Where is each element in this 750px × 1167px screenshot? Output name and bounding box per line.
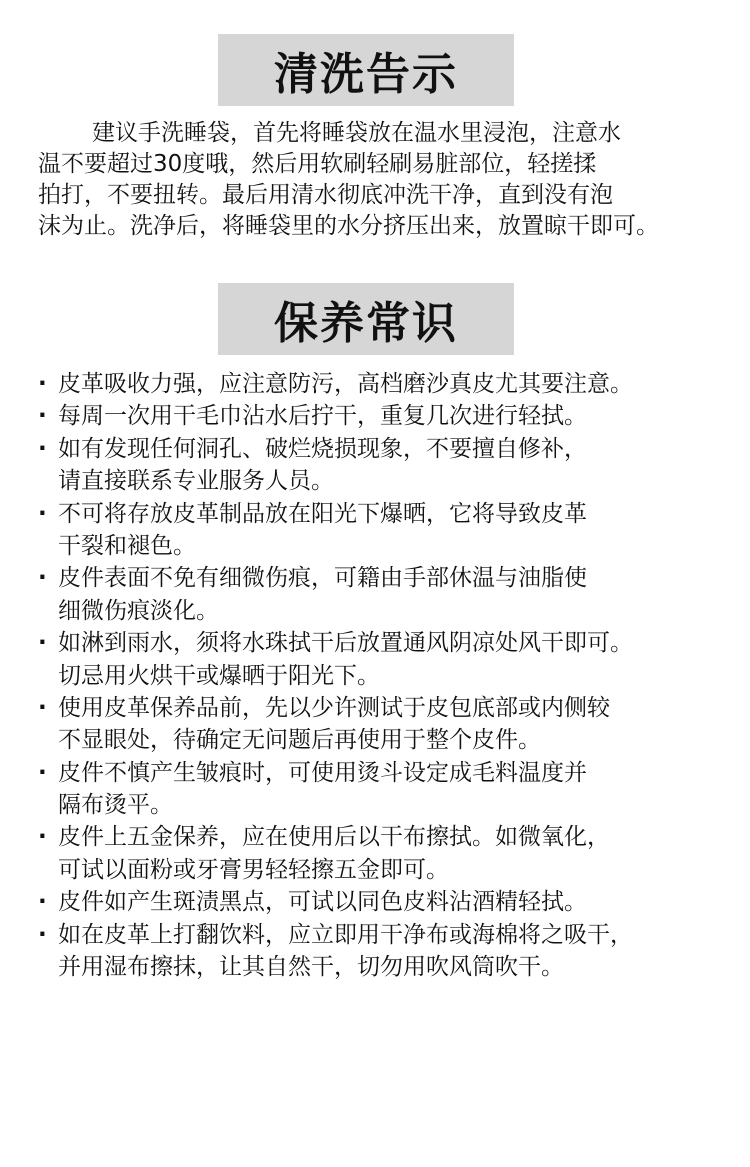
care-tip-text: 不可将存放皮革制品放在阳光下爆晒，它将导致皮革 [58,500,587,527]
care-tip-item [38,886,728,918]
care-tip-continuation [38,789,728,821]
bullet-icon: · [38,630,47,657]
washing-instructions [38,118,728,242]
care-tip-item [38,692,728,724]
care-tips-list [38,368,728,983]
bullet-icon: · [38,824,47,851]
washing-line: 沫为止。洗净后，将睡袋里的水分挤压出来，放置晾干即可。 [38,213,659,239]
care-tip-text: 皮件上五金保养，应在使用后以干布擦拭。如微氧化， [58,824,610,851]
care-tip-item [38,821,728,853]
bullet-icon: · [38,759,47,786]
care-tip-text: 切忌用火烘干或爆晒于阳光下。 [58,662,380,689]
bullet-icon: · [38,694,47,721]
bullet-icon: · [38,435,47,462]
care-tip-item [38,498,728,530]
care-tip-text: 使用皮革保养品前，先以少许测试于皮包底部或内侧较 [58,694,610,721]
care-tip-text: 干裂和褪色。 [58,532,196,559]
care-tip-text: 皮件如产生斑渍黑点，可试以同色皮料沾酒精轻拭。 [58,889,587,916]
care-tip-continuation [38,660,728,692]
care-tip-continuation [38,854,728,886]
care-tip-text: 如淋到雨水，须将水珠拭干后放置通风阴凉处风干即可。 [58,630,633,657]
washing-title-box [218,34,514,106]
bullet-icon: · [38,500,47,527]
bullet-icon: · [38,889,47,916]
bullet-icon: · [38,371,47,397]
care-tip-text: 不显眼处，待确定无问题后再使用于整个皮件。 [58,727,541,754]
washing-line: 拍打，不要扭转。最后用清水彻底冲洗干净，直到没有泡 [38,182,613,208]
bullet-icon: · [38,565,47,592]
care-tip-continuation [38,465,728,497]
care-tip-item [38,562,728,594]
care-tip-text: 请直接联系专业服务人员。 [58,468,334,495]
care-tip-item [38,627,728,659]
care-tip-text: 隔布烫平。 [58,792,173,819]
care-tip-text: 如在皮革上打翻饮料，应立即用干净布或海棉将之吸干， [58,921,633,948]
care-title: 保养常识 [274,298,458,349]
care-tip-text: 并用湿布擦抹，让其自然干，切勿用吹风筒吹干。 [58,954,564,981]
care-tip-text: 细微伤痕淡化。 [58,597,219,624]
care-tip-continuation [38,951,728,983]
washing-line: 温不要超过30度哦，然后用软刷轻刷易脏部位，轻搓揉 [38,151,597,177]
care-tip-text: 每周一次用干毛巾沾水后拧干，重复几次进行轻拭。 [58,403,587,430]
care-tip-item [38,400,728,432]
care-tip-item [38,433,728,465]
care-tip-text: 皮件不慎产生皱痕时，可使用烫斗设定成毛料温度并 [58,759,587,786]
care-tip-item [38,919,728,951]
care-tip-text: 皮件表面不免有细微伤痕，可籍由手部休温与油脂使 [58,565,587,592]
care-tip-text: 如有发现任何洞孔、破烂烧损现象，不要擅自修补， [58,435,587,462]
care-tip-item [38,757,728,789]
care-title-box [218,283,514,355]
care-tip-continuation [38,530,728,562]
care-tip-item [38,368,728,400]
care-tip-text: 皮革吸收力强，应注意防污，高档磨沙真皮尤其要注意。 [58,371,633,397]
care-tip-continuation [38,724,728,756]
washing-title: 清洗告示 [274,49,458,100]
bullet-icon: · [38,403,47,430]
care-tip-continuation [38,595,728,627]
washing-line: 建议手洗睡袋，首先将睡袋放在温水里浸泡，注意水 [92,120,621,146]
care-tip-text: 可试以面粉或牙膏男轻轻擦五金即可。 [58,856,449,883]
bullet-icon: · [38,921,47,948]
